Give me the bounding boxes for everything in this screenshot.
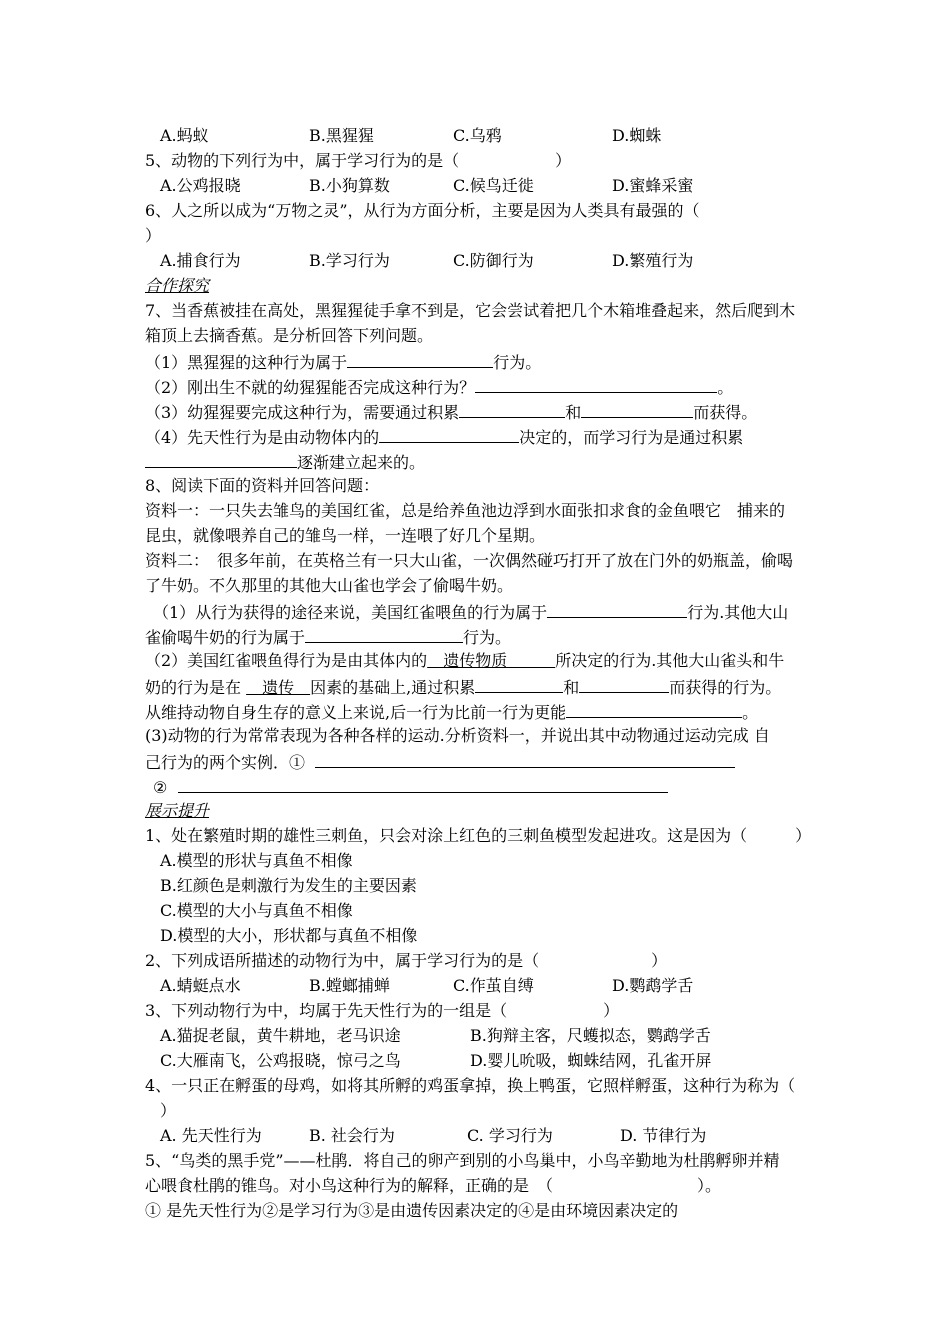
q5-options bbox=[145, 174, 810, 198]
q8-answer3-blank-2[interactable] bbox=[178, 774, 668, 793]
q8-answer2-tail: 而获得的行为。 bbox=[669, 678, 782, 697]
q8-answer2-cont2 bbox=[145, 699, 810, 723]
q7-stem-line2: 箱顶上去摘香蕉。是分析回答下列问题。 bbox=[145, 326, 434, 345]
p4-stem: 4、一只正在孵蛋的母鸡，如将其所孵的鸡蛋拿掉，换上鸭蛋，它照样孵蛋，这种行为称为（ bbox=[145, 1076, 796, 1095]
q6-options bbox=[145, 249, 810, 273]
p3-option-a: A.猫捉老鼠，黄牛耕地，老马识途 bbox=[160, 1026, 401, 1045]
p2-stem: 2、下列成语所描述的动物行为中，属于学习行为的是（ ） bbox=[145, 951, 668, 970]
q6-stem: 6、人之所以成为“万物之灵”，从行为方面分析，主要是因为人类具有最强的（ bbox=[145, 201, 700, 220]
q7-sub2-blank[interactable] bbox=[475, 374, 717, 393]
q7-sub4-tail: 逐渐建立起来的。 bbox=[297, 453, 426, 472]
section-heading-showcase: 展示提升 bbox=[145, 801, 210, 820]
q5-option-d: D.蜜蜂采蜜 bbox=[612, 176, 694, 195]
q7-sub4-blank-2[interactable] bbox=[145, 449, 297, 468]
q8-answer2-text: （2）美国红雀喂鱼得行为是由其体内的 bbox=[145, 651, 428, 670]
p5-statements: ① 是先天性行为②是学习行为③是由遗传因素决定的④是由环境因素决定的 bbox=[145, 1201, 679, 1220]
q4-option-d: D.蜘蛛 bbox=[612, 126, 662, 145]
q7-sub4-text: （4）先天性行为是由动物体内的 bbox=[145, 428, 380, 447]
p2-options bbox=[145, 974, 810, 998]
p1-option-c: C.模型的大小与真鱼不相像 bbox=[160, 901, 353, 920]
p4-option-c: C. 学习行为 bbox=[467, 1126, 553, 1145]
p4-option-d: D. 节律行为 bbox=[620, 1126, 707, 1145]
p4-options bbox=[145, 1124, 810, 1148]
q8-material2-line2: 了牛奶。不久那里的其他大山雀也学会了偷喝牛奶。 bbox=[145, 576, 514, 595]
q7-sub3-blank-2[interactable] bbox=[581, 399, 693, 418]
q6-stem-end: ） bbox=[145, 226, 162, 245]
q4-option-a: A.蚂蚁 bbox=[160, 126, 209, 145]
p4-stem-end: ） bbox=[160, 1101, 177, 1120]
q7-stem-line1: 7、当香蕉被挂在高处，黑猩猩徒手拿不到是，它会尝试着把几个木箱堆叠起来，然后爬到木 bbox=[145, 301, 796, 320]
q8-answer1 bbox=[153, 599, 810, 623]
q5-stem: 5、动物的下列行为中，属于学习行为的是（ ） bbox=[145, 151, 572, 170]
p2-option-b: B.螳螂捕蝉 bbox=[309, 976, 390, 995]
p2-option-c: C.作茧自缚 bbox=[453, 976, 534, 995]
q8-answer3-blank-1[interactable] bbox=[315, 749, 735, 768]
q8-answer1-cont bbox=[145, 624, 810, 648]
q8-answer2-end: 。 bbox=[742, 703, 759, 722]
q5-option-c: C.候鸟迁徙 bbox=[453, 176, 534, 195]
q7-sub2 bbox=[145, 374, 810, 398]
q8-answer2-blank-3[interactable] bbox=[566, 699, 742, 718]
q8-answer1-tail: 行为。 bbox=[463, 628, 512, 647]
q7-sub3-and: 和 bbox=[565, 403, 582, 422]
q8-answer1-blank-1[interactable] bbox=[547, 599, 687, 618]
q8-answer1-blank-2[interactable] bbox=[305, 624, 463, 643]
p3-options-row1 bbox=[145, 1024, 810, 1048]
q8-answer1-text: （1）从行为获得的途径来说，美国红雀喂鱼的行为属于 bbox=[153, 603, 548, 622]
q8-answer2-cont bbox=[145, 674, 810, 698]
p5-stem-line2: 心喂食杜鹃的锥鸟。对小鸟这种行为的解释，正确的是 （ ）。 bbox=[145, 1176, 722, 1195]
q8-answer2-mid2: 因素的基础上,通过积累 bbox=[310, 678, 476, 697]
q8-answer2-text3: 从维持动物自身生存的意义上来说,后一行为比前一行为更能 bbox=[145, 703, 567, 722]
q8-stem: 8、阅读下面的资料并回答问题： bbox=[145, 476, 380, 495]
q8-answer1-text2: 雀偷喝牛奶的行为属于 bbox=[145, 628, 306, 647]
q8-answer2-blank-2[interactable] bbox=[579, 674, 669, 693]
q5-option-a: A.公鸡报晓 bbox=[160, 176, 241, 195]
p5-stem-line1: 5、“鸟类的黑手党”——杜鹃．将自己的卵产到别的小鸟巢中，小鸟辛勤地为杜鹃孵卵并精 bbox=[145, 1151, 780, 1170]
q8-answer3-cont bbox=[145, 749, 810, 773]
q6-option-c: C.防御行为 bbox=[453, 251, 534, 270]
q8-material1-line1: 资料一：一只失去雏鸟的美国红雀，总是给养鱼池边浮到水面张扣求食的金鱼喂它 捕来的 bbox=[145, 501, 786, 520]
q7-sub2-text: （2）刚出生不就的幼猩猩能否完成这种行为？ bbox=[145, 378, 476, 397]
p4-option-b: B. 社会行为 bbox=[309, 1126, 395, 1145]
q7-sub3-blank-1[interactable] bbox=[459, 399, 565, 418]
q7-sub1-blank[interactable] bbox=[347, 349, 493, 368]
q4-option-b: B.黑猩猩 bbox=[309, 126, 374, 145]
q8-answer3-text: 己行为的两个实例．① bbox=[145, 753, 306, 772]
q8-answer3-cont2 bbox=[153, 774, 810, 798]
q8-answer2-text2: 奶的行为是在 bbox=[145, 678, 247, 697]
q8-answer2 bbox=[145, 649, 810, 673]
p1-option-b: B.红颜色是刺激行为发生的主要因素 bbox=[160, 876, 417, 895]
q8-answer3: (3)动物的行为常常表现为各种各样的运动.分析资料一，并说出其中动物通过运动完成 自 bbox=[145, 726, 770, 745]
q7-sub3 bbox=[145, 399, 810, 423]
p4-option-a: A. 先天性行为 bbox=[160, 1126, 262, 1145]
q6-option-d: D.繁殖行为 bbox=[612, 251, 694, 270]
q4-options bbox=[145, 124, 810, 148]
p2-option-d: D.鹦鹉学舌 bbox=[612, 976, 694, 995]
p1-option-d: D.模型的大小，形状都与真鱼不相像 bbox=[160, 926, 418, 945]
q7-sub1-text: （1）黑猩猩的这种行为属于 bbox=[145, 353, 348, 372]
section-heading-cooperative: 合作探究 bbox=[145, 276, 210, 295]
p1-stem: 1、处在繁殖时期的雄性三刺鱼，只会对涂上红色的三刺鱼模型发起进攻。这是因为（ ） bbox=[145, 826, 812, 845]
q8-answer2-blank-1[interactable] bbox=[475, 674, 563, 693]
q7-sub1 bbox=[145, 349, 810, 373]
p2-option-a: A.蜻蜓点水 bbox=[160, 976, 241, 995]
q7-sub3-tail: 而获得。 bbox=[693, 403, 758, 422]
p3-stem: 3、下列动物行为中，均属于先天性行为的一组是（ ） bbox=[145, 1001, 620, 1020]
p3-options-row2 bbox=[145, 1049, 810, 1073]
q7-sub4 bbox=[145, 424, 810, 448]
q8-answer1-mid: 行为.其他大山 bbox=[687, 603, 789, 622]
q4-option-c: C.乌鸦 bbox=[453, 126, 502, 145]
q8-material2-line1: 资料二： 很多年前，在英格兰有一只大山雀，一次偶然碰巧打开了放在门外的奶瓶盖，偷喝 bbox=[145, 551, 794, 570]
q5-option-b: B.小狗算数 bbox=[309, 176, 390, 195]
q7-sub3-text: （3）幼猩猩要完成这种行为，需要通过积累 bbox=[145, 403, 460, 422]
q8-material1-line2: 昆虫，就像喂养自己的雏鸟一样，一连喂了好几个星期。 bbox=[145, 526, 546, 545]
q8-answer3-marker2: ② bbox=[153, 778, 168, 797]
p3-option-c: C.大雁南飞，公鸡报晓，惊弓之鸟 bbox=[160, 1051, 401, 1070]
q8-answer2-filled-gene: 遗传物质 bbox=[427, 651, 556, 670]
p3-option-d: D.婴儿吮吸，蜘蛛结网，孔雀开屏 bbox=[470, 1051, 712, 1070]
q6-option-a: A.捕食行为 bbox=[160, 251, 241, 270]
p3-option-b: B.狗辩主客，尺蠖拟态，鹦鹉学舌 bbox=[470, 1026, 711, 1045]
q8-answer2-mid: 所决定的行为.其他大山雀头和牛 bbox=[555, 651, 785, 670]
q7-sub1-tail: 行为。 bbox=[493, 353, 542, 372]
p1-option-a: A.模型的形状与真鱼不相像 bbox=[160, 851, 353, 870]
q8-answer2-and: 和 bbox=[563, 678, 580, 697]
q7-sub4-cont bbox=[145, 449, 810, 473]
q7-sub4-mid: 决定的，而学习行为是通过积累 bbox=[519, 428, 744, 447]
q7-sub2-tail: 。 bbox=[717, 378, 734, 397]
q7-sub4-blank-1[interactable] bbox=[379, 424, 519, 443]
q6-option-b: B.学习行为 bbox=[309, 251, 390, 270]
q8-answer2-filled-heredity: 遗传 bbox=[246, 678, 311, 697]
